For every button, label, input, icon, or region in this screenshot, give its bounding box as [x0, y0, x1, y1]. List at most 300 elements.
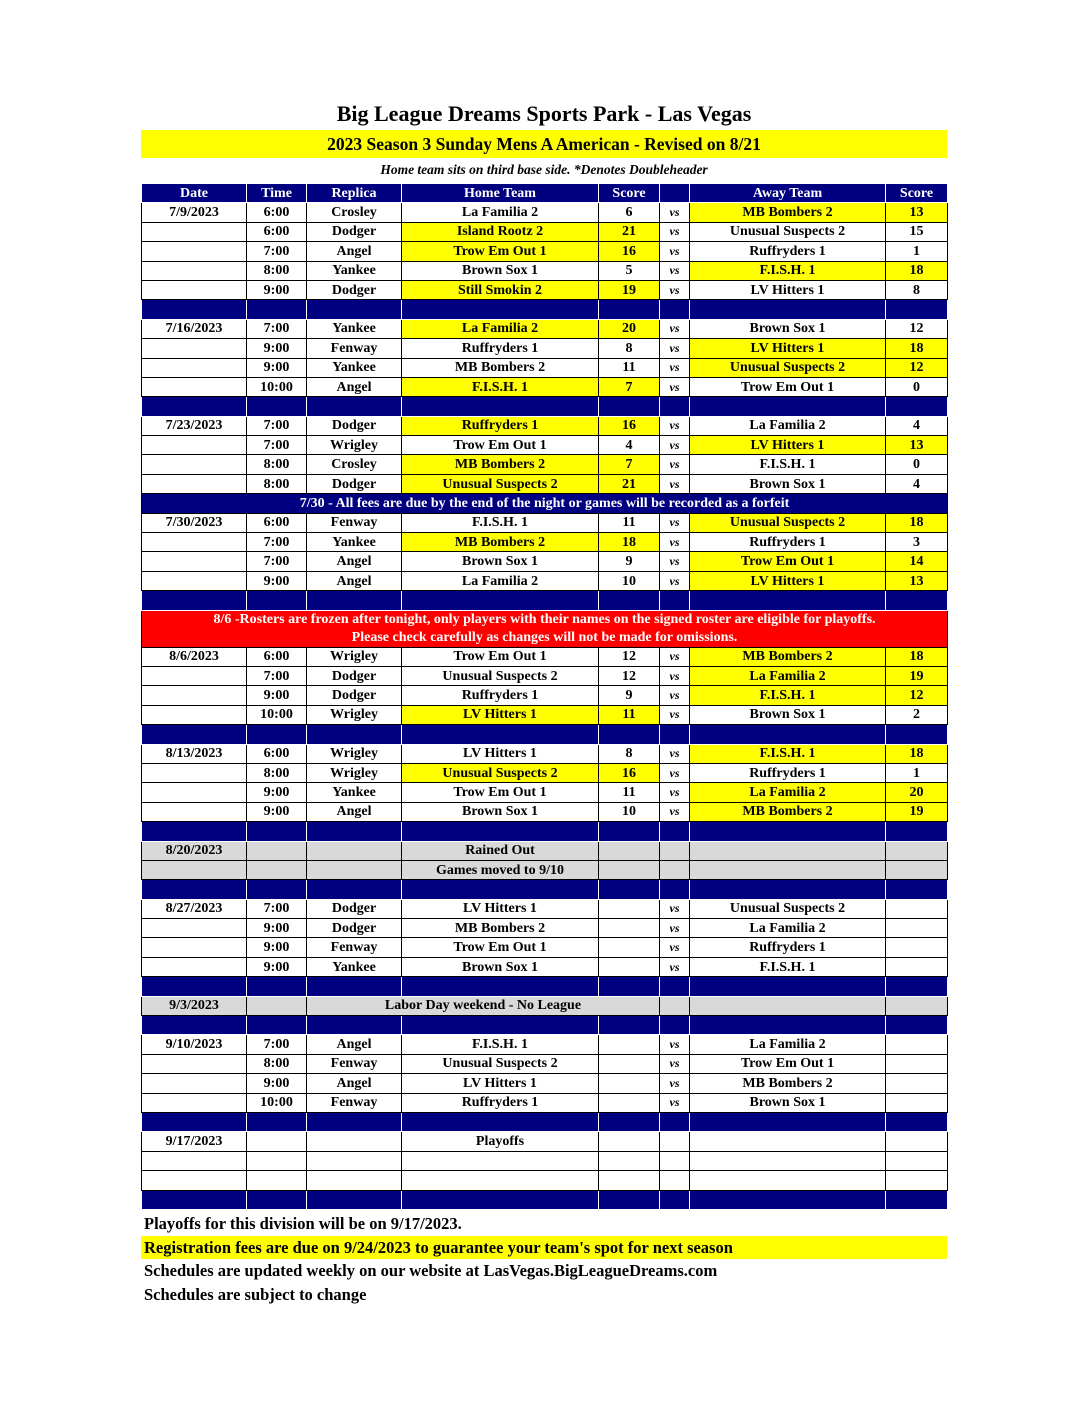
vs-label: vs	[660, 1093, 690, 1112]
away-score: 13	[886, 571, 948, 590]
rainout-text: Games moved to 9/10	[402, 860, 599, 879]
empty-cell	[247, 1171, 307, 1190]
home-score: 16	[599, 763, 660, 782]
game-field: Fenway	[307, 1054, 402, 1073]
separator-cell	[142, 1112, 247, 1131]
empty-cell	[660, 1151, 690, 1170]
home-team: Unusual Suspects 2	[402, 1054, 599, 1073]
home-team: Trow Em Out 1	[402, 647, 599, 666]
separator-cell	[247, 822, 307, 841]
playoff-row	[142, 1132, 948, 1151]
empty-cell	[690, 1171, 886, 1190]
home-team: LV Hitters 1	[402, 899, 599, 918]
game-field: Crosley	[307, 203, 402, 222]
game-time: 6:00	[247, 203, 307, 222]
separator-cell	[402, 1016, 599, 1035]
away-score: 20	[886, 783, 948, 802]
away-score: 15	[886, 222, 948, 241]
vs-label: vs	[660, 436, 690, 455]
game-date	[142, 1054, 247, 1073]
game-time: 8:00	[247, 1054, 307, 1073]
game-time: 9:00	[247, 783, 307, 802]
game-time: 8:00	[247, 474, 307, 493]
home-team: F.I.S.H. 1	[402, 377, 599, 396]
game-date: 8/6/2023	[142, 647, 247, 666]
home-score: 16	[599, 242, 660, 261]
game-row	[142, 533, 948, 552]
holiday-row	[142, 996, 948, 1015]
roster-alert-line-2: Please check carefully as changes will not be made for omissions.	[351, 629, 738, 645]
game-row	[142, 261, 948, 280]
home-score	[599, 919, 660, 938]
game-row	[142, 957, 948, 976]
rainout-row	[142, 860, 948, 879]
separator-cell	[142, 397, 247, 416]
footer-line: Registration fees are due on 9/24/2023 to guarantee your team's spot for next season	[141, 1236, 947, 1260]
away-team: Trow Em Out 1	[690, 1054, 886, 1073]
game-field: Fenway	[307, 938, 402, 957]
game-time: 9:00	[247, 938, 307, 957]
away-score: 13	[886, 436, 948, 455]
game-time: 7:00	[247, 242, 307, 261]
game-row	[142, 571, 948, 590]
home-score: 21	[599, 222, 660, 241]
home-score	[599, 957, 660, 976]
vs-label: vs	[660, 1074, 690, 1093]
empty-cell	[599, 841, 660, 860]
separator-cell	[599, 880, 660, 899]
game-date: 7/9/2023	[142, 203, 247, 222]
separator-cell	[660, 591, 690, 610]
empty-cell	[247, 860, 307, 879]
game-field: Yankee	[307, 319, 402, 338]
separator-cell	[402, 977, 599, 996]
separator-cell	[247, 1016, 307, 1035]
away-team: Ruffryders 1	[690, 533, 886, 552]
away-score	[886, 1093, 948, 1112]
game-time: 8:00	[247, 763, 307, 782]
game-row	[142, 802, 948, 821]
game-time: 7:00	[247, 666, 307, 685]
home-score: 18	[599, 533, 660, 552]
game-field: Dodger	[307, 899, 402, 918]
away-score: 14	[886, 552, 948, 571]
empty-cell	[690, 1132, 886, 1151]
game-time: 7:00	[247, 533, 307, 552]
away-team: Unusual Suspects 2	[690, 222, 886, 241]
away-team: F.I.S.H. 1	[690, 957, 886, 976]
game-time: 7:00	[247, 552, 307, 571]
separator-cell	[886, 1016, 948, 1035]
game-date: 8/27/2023	[142, 899, 247, 918]
game-field: Fenway	[307, 513, 402, 532]
header-date: Date	[142, 184, 247, 203]
header-home-team: Home Team	[402, 184, 599, 203]
home-score: 20	[599, 319, 660, 338]
home-team: La Familia 2	[402, 203, 599, 222]
empty-cell	[660, 860, 690, 879]
header-replica: Replica	[307, 184, 402, 203]
empty-cell	[247, 996, 307, 1015]
game-field: Fenway	[307, 1093, 402, 1112]
game-row	[142, 1093, 948, 1112]
header-away-team: Away Team	[690, 184, 886, 203]
game-field: Angel	[307, 802, 402, 821]
away-team: Ruffryders 1	[690, 242, 886, 261]
empty-cell	[660, 1171, 690, 1190]
separator-cell	[690, 1190, 886, 1209]
week-separator-row	[142, 880, 948, 899]
game-date	[142, 1171, 247, 1190]
fee-notice-text: 7/30 - All fees are due by the end of the night or games will be recorded as a forfeit	[142, 494, 948, 513]
vs-label: vs	[660, 474, 690, 493]
away-team: Unusual Suspects 2	[690, 358, 886, 377]
playoff-text	[402, 1151, 599, 1170]
away-team: LV Hitters 1	[690, 571, 886, 590]
away-team: Trow Em Out 1	[690, 377, 886, 396]
game-time: 6:00	[247, 513, 307, 532]
empty-cell	[690, 996, 886, 1015]
separator-cell	[886, 977, 948, 996]
away-team: La Familia 2	[690, 666, 886, 685]
separator-cell	[402, 300, 599, 319]
empty-cell	[886, 1171, 948, 1190]
game-time: 7:00	[247, 436, 307, 455]
game-field: Dodger	[307, 474, 402, 493]
week-separator-row	[142, 1112, 948, 1131]
empty-cell	[690, 841, 886, 860]
empty-cell	[886, 860, 948, 879]
separator-cell	[660, 822, 690, 841]
home-team: La Familia 2	[402, 571, 599, 590]
empty-cell	[660, 1132, 690, 1151]
game-date: 7/16/2023	[142, 319, 247, 338]
season-subtitle: 2023 Season 3 Sunday Mens A American - Revised on 8/21	[141, 130, 947, 158]
game-time: 10:00	[247, 1093, 307, 1112]
home-team: Brown Sox 1	[402, 957, 599, 976]
game-field: Yankee	[307, 358, 402, 377]
home-score: 9	[599, 552, 660, 571]
game-time: 7:00	[247, 1035, 307, 1054]
week-separator-row	[142, 1016, 948, 1035]
game-field: Crosley	[307, 455, 402, 474]
home-score: 10	[599, 802, 660, 821]
playoff-row	[142, 1171, 948, 1190]
empty-cell	[599, 1132, 660, 1151]
game-time: 10:00	[247, 705, 307, 724]
away-score	[886, 919, 948, 938]
header-vs	[660, 184, 690, 203]
game-date	[142, 783, 247, 802]
vs-label: vs	[660, 763, 690, 782]
vs-label: vs	[660, 222, 690, 241]
separator-cell	[307, 977, 402, 996]
game-row	[142, 686, 948, 705]
game-date: 7/30/2023	[142, 513, 247, 532]
away-team: MB Bombers 2	[690, 647, 886, 666]
home-score	[599, 1093, 660, 1112]
game-time: 7:00	[247, 899, 307, 918]
vs-label: vs	[660, 533, 690, 552]
away-score: 18	[886, 261, 948, 280]
home-team: Brown Sox 1	[402, 261, 599, 280]
vs-label: vs	[660, 919, 690, 938]
away-team: Unusual Suspects 2	[690, 899, 886, 918]
separator-cell	[690, 725, 886, 744]
footer-line: Schedules are subject to change	[144, 1284, 367, 1304]
vs-label: vs	[660, 261, 690, 280]
home-score	[599, 1074, 660, 1093]
separator-cell	[599, 1190, 660, 1209]
away-score: 13	[886, 203, 948, 222]
separator-cell	[690, 977, 886, 996]
home-team: Trow Em Out 1	[402, 436, 599, 455]
game-field: Dodger	[307, 416, 402, 435]
game-time: 9:00	[247, 686, 307, 705]
home-score: 11	[599, 358, 660, 377]
separator-cell	[886, 822, 948, 841]
away-team: MB Bombers 2	[690, 203, 886, 222]
week-separator-row	[142, 1190, 948, 1209]
header-away-score: Score	[886, 184, 948, 203]
game-row	[142, 222, 948, 241]
separator-cell	[599, 1112, 660, 1131]
separator-cell	[402, 822, 599, 841]
home-score: 12	[599, 666, 660, 685]
away-team: Unusual Suspects 2	[690, 513, 886, 532]
separator-cell	[660, 1112, 690, 1131]
header-time: Time	[247, 184, 307, 203]
vs-label: vs	[660, 377, 690, 396]
separator-cell	[142, 822, 247, 841]
game-date	[142, 1151, 247, 1170]
home-score: 21	[599, 474, 660, 493]
away-team: Ruffryders 1	[690, 763, 886, 782]
home-team: Trow Em Out 1	[402, 938, 599, 957]
separator-cell	[142, 977, 247, 996]
separator-cell	[247, 1190, 307, 1209]
game-time: 10:00	[247, 377, 307, 396]
game-time: 9:00	[247, 339, 307, 358]
home-score: 7	[599, 455, 660, 474]
away-score: 18	[886, 647, 948, 666]
separator-cell	[886, 591, 948, 610]
home-score: 16	[599, 416, 660, 435]
game-field: Wrigley	[307, 744, 402, 763]
playoff-row	[142, 1151, 948, 1170]
vs-label: vs	[660, 1035, 690, 1054]
game-field: Dodger	[307, 222, 402, 241]
separator-cell	[247, 725, 307, 744]
empty-cell	[307, 1171, 402, 1190]
separator-cell	[307, 300, 402, 319]
empty-cell	[247, 1151, 307, 1170]
game-field: Yankee	[307, 957, 402, 976]
footer-line: Schedules are updated weekly on our website at LasVegas.BigLeagueDreams.com	[144, 1261, 718, 1280]
empty-cell	[307, 841, 402, 860]
empty-cell	[307, 1132, 402, 1151]
away-score: 18	[886, 513, 948, 532]
home-score	[599, 1054, 660, 1073]
game-field: Angel	[307, 242, 402, 261]
game-field: Angel	[307, 571, 402, 590]
separator-cell	[307, 1190, 402, 1209]
schedule-table	[141, 183, 948, 1210]
game-time: 7:00	[247, 319, 307, 338]
game-date	[142, 552, 247, 571]
away-team: LV Hitters 1	[690, 280, 886, 299]
game-date	[142, 280, 247, 299]
game-date	[142, 571, 247, 590]
separator-cell	[307, 1112, 402, 1131]
game-date	[142, 474, 247, 493]
game-row	[142, 666, 948, 685]
home-score: 9	[599, 686, 660, 705]
roster-alert	[142, 610, 948, 647]
game-field: Yankee	[307, 783, 402, 802]
away-score: 8	[886, 280, 948, 299]
away-team: Brown Sox 1	[690, 474, 886, 493]
home-team: LV Hitters 1	[402, 1074, 599, 1093]
home-team: MB Bombers 2	[402, 455, 599, 474]
game-date	[142, 802, 247, 821]
vs-label: vs	[660, 802, 690, 821]
vs-label: vs	[660, 686, 690, 705]
separator-cell	[142, 591, 247, 610]
week-separator-row	[142, 725, 948, 744]
separator-cell	[247, 300, 307, 319]
game-row	[142, 899, 948, 918]
empty-cell	[307, 860, 402, 879]
separator-cell	[307, 1016, 402, 1035]
separator-cell	[247, 591, 307, 610]
game-row	[142, 938, 948, 957]
game-field: Wrigley	[307, 436, 402, 455]
away-team: MB Bombers 2	[690, 1074, 886, 1093]
home-team: MB Bombers 2	[402, 533, 599, 552]
game-row	[142, 416, 948, 435]
home-score	[599, 938, 660, 957]
away-score	[886, 1074, 948, 1093]
empty-cell	[660, 841, 690, 860]
separator-cell	[142, 300, 247, 319]
game-date	[142, 261, 247, 280]
empty-cell	[886, 1151, 948, 1170]
game-date: 9/17/2023	[142, 1132, 247, 1151]
away-score: 4	[886, 416, 948, 435]
separator-cell	[599, 300, 660, 319]
vs-label: vs	[660, 552, 690, 571]
game-field: Dodger	[307, 919, 402, 938]
game-row	[142, 203, 948, 222]
separator-cell	[660, 977, 690, 996]
week-separator-row	[142, 300, 948, 319]
week-separator-row	[142, 822, 948, 841]
vs-label: vs	[660, 899, 690, 918]
empty-cell	[886, 996, 948, 1015]
playoff-text	[402, 1171, 599, 1190]
game-field: Angel	[307, 1035, 402, 1054]
vs-label: vs	[660, 203, 690, 222]
empty-cell	[886, 841, 948, 860]
separator-cell	[599, 822, 660, 841]
game-row	[142, 280, 948, 299]
empty-cell	[599, 1171, 660, 1190]
game-date	[142, 222, 247, 241]
home-team: Ruffryders 1	[402, 686, 599, 705]
separator-cell	[307, 725, 402, 744]
vs-label: vs	[660, 319, 690, 338]
away-score: 18	[886, 339, 948, 358]
home-score: 11	[599, 513, 660, 532]
away-team: La Familia 2	[690, 919, 886, 938]
game-date	[142, 377, 247, 396]
separator-cell	[402, 397, 599, 416]
game-row	[142, 242, 948, 261]
game-field: Wrigley	[307, 763, 402, 782]
vs-label: vs	[660, 571, 690, 590]
game-date	[142, 455, 247, 474]
separator-cell	[660, 397, 690, 416]
home-team: Brown Sox 1	[402, 802, 599, 821]
empty-cell	[886, 1132, 948, 1151]
vs-label: vs	[660, 744, 690, 763]
home-score	[599, 1035, 660, 1054]
away-score	[886, 1054, 948, 1073]
game-date: 8/20/2023	[142, 841, 247, 860]
separator-cell	[660, 300, 690, 319]
game-row	[142, 1074, 948, 1093]
game-row	[142, 339, 948, 358]
separator-cell	[247, 880, 307, 899]
game-row	[142, 763, 948, 782]
home-team: Unusual Suspects 2	[402, 474, 599, 493]
vs-label: vs	[660, 280, 690, 299]
away-score: 12	[886, 319, 948, 338]
roster-alert-line-1: 8/6 -Rosters are frozen after tonight, only players with their names on the signed roster are eligible for playoffs.	[213, 611, 876, 627]
separator-cell	[402, 725, 599, 744]
fee-notice-row	[142, 494, 948, 513]
home-team: Unusual Suspects 2	[402, 666, 599, 685]
game-date	[142, 1074, 247, 1093]
separator-cell	[307, 397, 402, 416]
away-score: 1	[886, 242, 948, 261]
game-time: 9:00	[247, 1074, 307, 1093]
away-score: 12	[886, 358, 948, 377]
week-separator-row	[142, 977, 948, 996]
home-score: 5	[599, 261, 660, 280]
separator-cell	[690, 397, 886, 416]
separator-cell	[599, 397, 660, 416]
away-score: 1	[886, 763, 948, 782]
separator-cell	[660, 1016, 690, 1035]
footer-notes	[141, 1212, 947, 1306]
game-time: 9:00	[247, 919, 307, 938]
vs-label: vs	[660, 455, 690, 474]
away-score	[886, 899, 948, 918]
separator-cell	[599, 725, 660, 744]
game-date	[142, 938, 247, 957]
away-team: Brown Sox 1	[690, 705, 886, 724]
away-score: 12	[886, 686, 948, 705]
home-score: 7	[599, 377, 660, 396]
away-score: 19	[886, 802, 948, 821]
separator-cell	[690, 1112, 886, 1131]
vs-label: vs	[660, 416, 690, 435]
home-team: Ruffryders 1	[402, 1093, 599, 1112]
home-score: 11	[599, 783, 660, 802]
empty-cell	[690, 1151, 886, 1170]
